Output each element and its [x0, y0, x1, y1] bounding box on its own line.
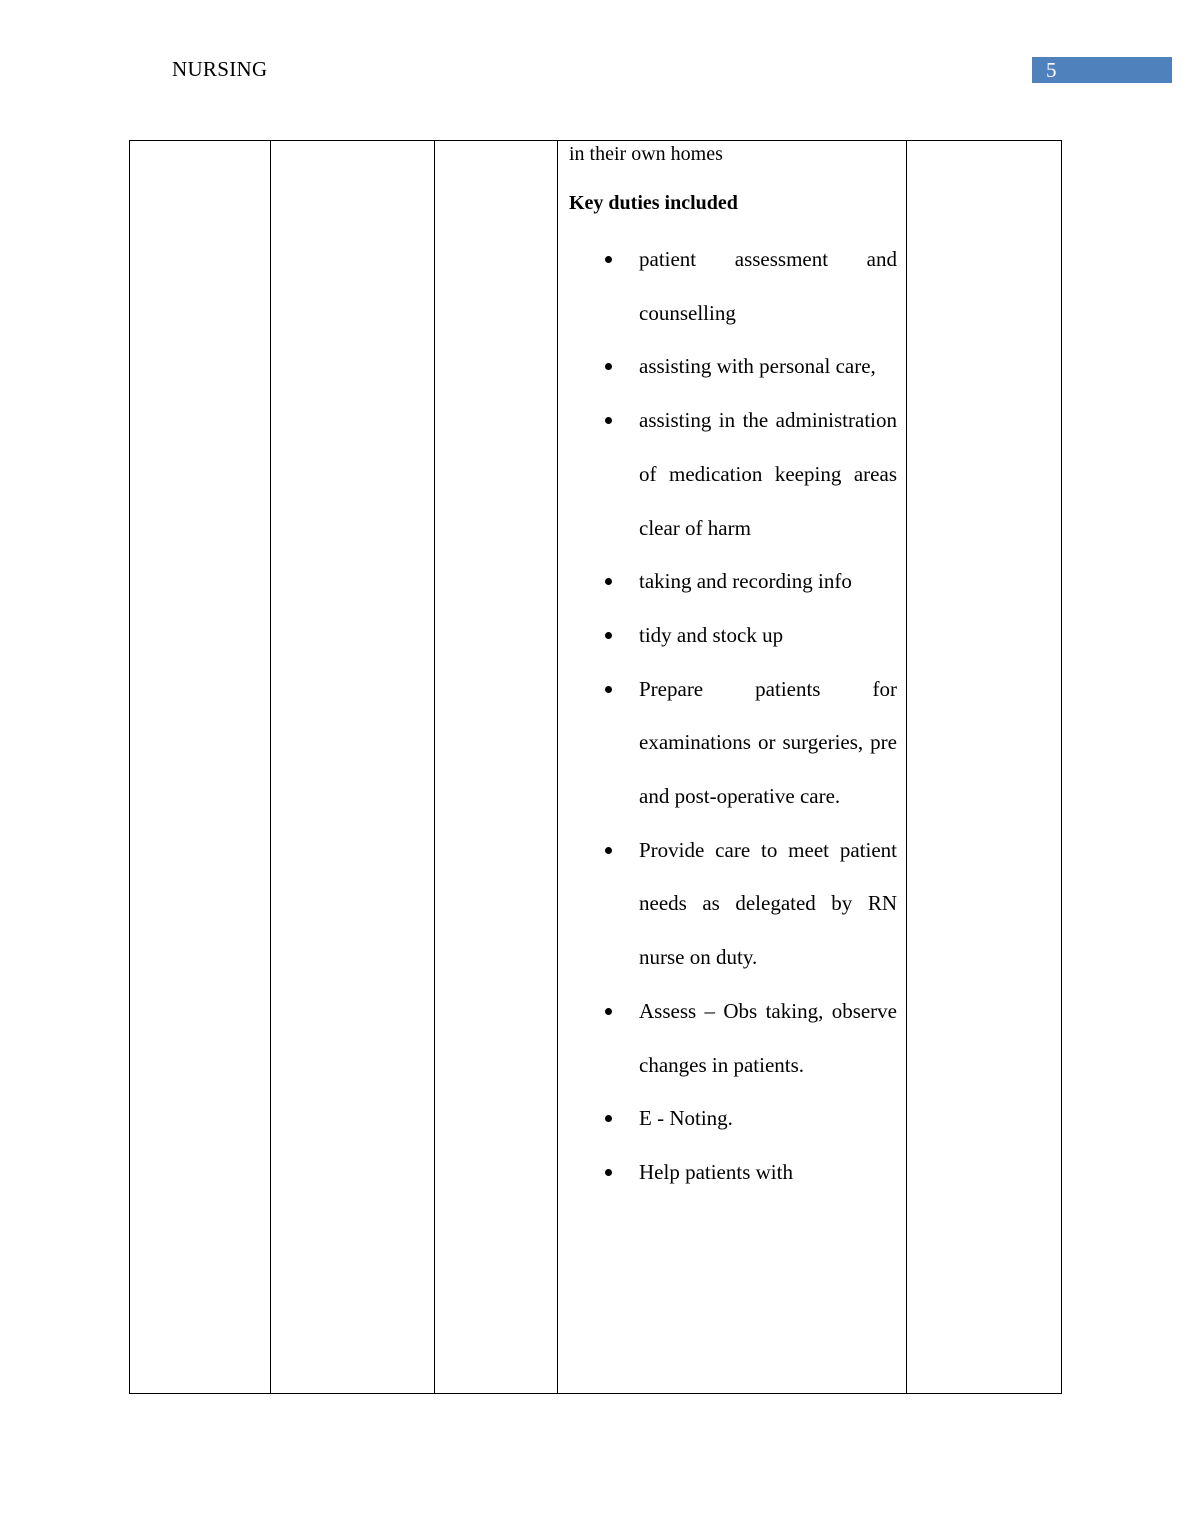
- bullet-icon: [605, 578, 612, 585]
- duty-text: assisting in the administration of medication keeping areas clear of harm: [639, 408, 897, 540]
- duty-text: Assess – Obs taking, observe changes in patients.: [639, 998, 897, 1077]
- page-number: 5: [1046, 58, 1057, 82]
- duty-text: assisting with personal care,: [639, 354, 876, 379]
- list-item: [558, 233, 907, 340]
- list-item: [558, 1146, 907, 1200]
- bullet-icon: [605, 1008, 612, 1015]
- duties-list: [558, 233, 907, 1200]
- list-item: [558, 340, 907, 394]
- duty-text: taking and recording info: [639, 569, 852, 594]
- bullet-icon: [605, 256, 612, 263]
- list-item: [558, 824, 907, 985]
- bullet-icon: [605, 686, 612, 693]
- table-row: [130, 141, 1062, 1394]
- page-number-badge: [1032, 57, 1172, 83]
- table-cell-duties: [558, 141, 907, 1394]
- duty-text: Provide care to meet patient needs as delegated by RN nurse on duty.: [639, 837, 897, 970]
- bullet-icon: [605, 1169, 612, 1176]
- table-cell-empty-1: [130, 141, 271, 1394]
- duties-table: [129, 140, 1062, 1394]
- table-cell-empty-2: [271, 141, 435, 1394]
- intro-text: in their own homes: [569, 143, 723, 165]
- list-item: [558, 609, 907, 663]
- table-cell-empty-3: [435, 141, 558, 1394]
- duty-text: Help patients with: [639, 1159, 793, 1184]
- list-item: [558, 985, 907, 1092]
- duty-text: Prepare patients for examinations or surgeries, pre and post-operative care.: [639, 676, 897, 809]
- key-duties-heading: Key duties included: [569, 192, 738, 214]
- bullet-icon: [605, 363, 612, 370]
- list-item: [558, 555, 907, 609]
- duty-text: tidy and stock up: [639, 622, 784, 647]
- list-item: [558, 394, 907, 555]
- bullet-icon: [605, 632, 612, 639]
- list-item: [558, 663, 907, 824]
- duty-text: patient assessment and counselling: [639, 247, 897, 325]
- bullet-icon: [605, 1115, 612, 1122]
- duty-text: E - Noting.: [639, 1106, 733, 1131]
- running-header-title: NURSING: [172, 57, 268, 81]
- table-cell-empty-5: [907, 141, 1062, 1394]
- bullet-icon: [605, 847, 612, 854]
- list-item: [558, 1092, 907, 1146]
- bullet-icon: [605, 417, 612, 424]
